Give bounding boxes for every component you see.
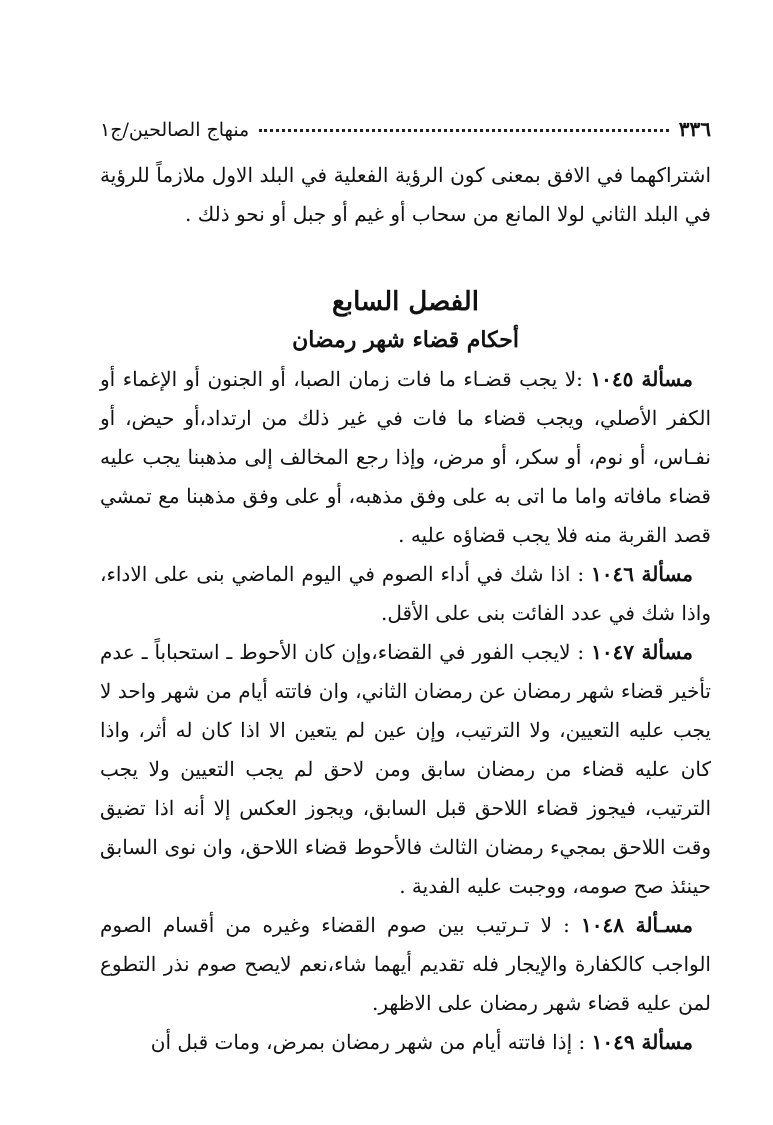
chapter-title: الفصل السابع bbox=[332, 287, 479, 317]
running-header bbox=[100, 112, 711, 146]
issue-label: مسألة ١٠٤٦ bbox=[591, 562, 693, 586]
issue-paragraph-1049 bbox=[100, 1023, 711, 1062]
issue-paragraph-1048 bbox=[100, 906, 711, 1023]
issue-text: :لا يجب قضـاء ما فات زمان الصبا، أو الجنون أو الإغماء أو الكفر الأصلي، ويجب قضاء ما فات في غير ذلك من ارتداد،أو حيض، أو نفـاس، أو نوم، أو سكر، أو مرض، وإذا رجع المخالف إلى مذهبنا يجب عليه قضاء مافاته واما ما اتى به على وفق مذهبه، أو على وفق مذهبنا مع تمشي قصد القربة منه فلا يجب قضاؤه عليه . bbox=[100, 367, 711, 547]
issue-text: : اذا شك في أداء الصوم في اليوم الماضي بنى على الاداء، واذا شك في عدد الفائت بنى على الأقل. bbox=[100, 562, 711, 625]
issue-label: مسألة ١٠٤٧ bbox=[591, 640, 694, 664]
intro-paragraph: اشتراكهما في الافق بمعنى كون الرؤية الفعلية في البلد الاول ملازماً للرؤية في البلد الثاني لولا المانع من سحاب أو غيم أو جبل أو نحو ذلك . bbox=[100, 163, 711, 226]
dot-leader bbox=[259, 127, 669, 132]
issue-label: مسألة ١٠٤٩ bbox=[591, 1030, 693, 1054]
issue-text: : لايجب الفور في القضاء،وإن كان الأحوط ـ استحباباً ـ عدم تأخير قضاء شهر رمضان عن رمضان الثاني، وان فاتته أيام من شهر واحد لا يجب عليه التعيين، ولا الترتيب، وإن عين لم يتعين الا اذا كان له أثر، واذا كان عليه قضاء من رمضان سابق ومن لاحق لم يجب التعيين ولا يجب الترتيب، فيجوز قضاء اللاحق قبل السابق، ويجوز العكس إلا أنه اذا تضيق وقت اللاحق بمجيء رمضان الثالث فالأحوط قضاء اللاحق، وان نوى السابق حينئذ صح صومه، ووجبت عليه الفدية . bbox=[100, 640, 711, 898]
issue-label: مسألة ١٠٤٥ bbox=[590, 367, 693, 391]
issue-text: : إذا فاتته أيام من شهر رمضان بمرض، ومات قبل أن bbox=[150, 1030, 586, 1054]
page-number: ٣٣٦ bbox=[678, 117, 711, 141]
issue-text: : لا تـرتيب بين صوم القضاء وغيره من أقسام الصوم الواجب كالكفارة والإيجار فله تقديم أيهما شاء،نعم لايصح صوم نذر التطوع لمن عليه قضاء شهر رمضان على الاظهر. bbox=[100, 913, 711, 1015]
book-title: منهاج الصالحين/ج١ bbox=[100, 119, 250, 141]
issue-paragraph-1045 bbox=[100, 360, 711, 555]
issue-paragraph-1047 bbox=[100, 633, 711, 906]
issue-paragraph-1046 bbox=[100, 555, 711, 633]
issue-label: مسـألة ١٠٤٨ bbox=[580, 913, 693, 937]
section-title: أحكام قضاء شهر رمضان bbox=[292, 327, 519, 353]
